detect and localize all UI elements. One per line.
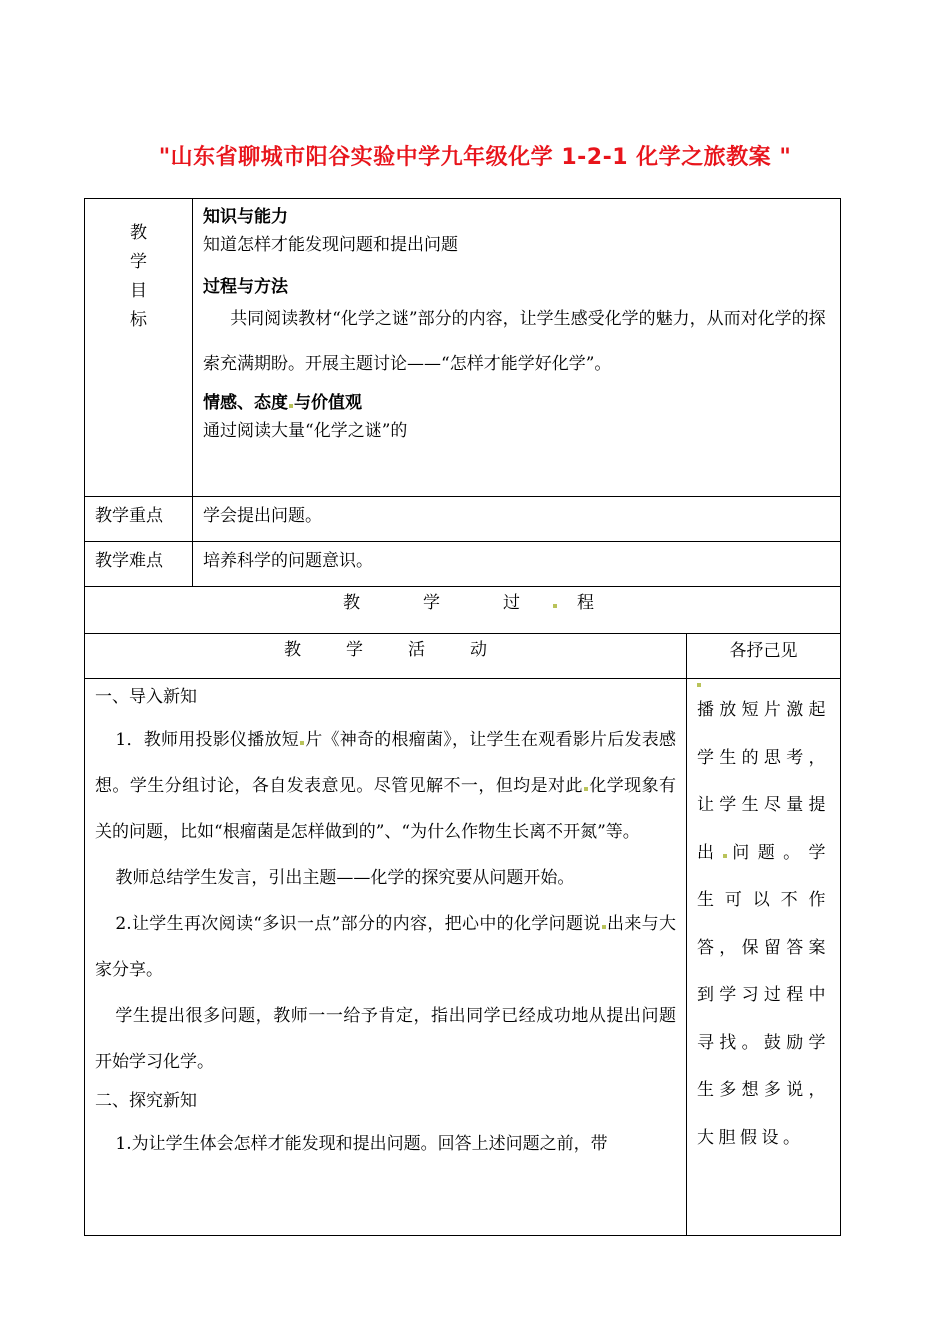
marker-dot: [602, 925, 606, 929]
knowledge-heading: 知识与能力: [203, 207, 288, 227]
emotion-text: 通过阅读大量“化学之谜”的: [203, 421, 408, 441]
activity-paragraph: 1.为让学生体会怎样才能发现和提出问题。回答上述问题之前，带: [115, 1134, 608, 1154]
marker-dot: [584, 787, 588, 791]
activity-content: [85, 679, 687, 1236]
process-method-heading: 过程与方法: [203, 277, 288, 297]
emotion-heading-part: 情感、态度: [203, 393, 288, 413]
process-heading: [85, 587, 841, 634]
activity-paragraph: 教师总结学生发言，引出主题——化学的探究要从问题开始。: [115, 868, 575, 888]
marker-dot: [723, 854, 727, 858]
activity-paragraph: 学生提出很多问题，教师一一给予肯定，指出同学已经成功地从提出问题开始学习化学。: [95, 1006, 676, 1072]
goals-label-char: 标: [130, 310, 147, 330]
activity-heading-char: 动: [470, 640, 487, 660]
activity-heading: [85, 634, 687, 679]
marker-dot: [300, 741, 304, 745]
difficulty-row: [85, 542, 841, 587]
key-point-value: 学会提出问题。: [193, 497, 841, 542]
emotion-heading: [203, 389, 832, 417]
activity-heading-char: 活: [408, 640, 425, 660]
note-text: 播放短片激起学生的思考，让学生尽量提出: [697, 700, 831, 863]
activity-paragraph: [95, 901, 676, 993]
process-heading-char: 程: [577, 593, 594, 613]
goals-content: [193, 199, 841, 497]
goals-row: [85, 199, 841, 497]
activity-text: 片《神奇的根瘤菌》，让学生在观看影片后发表感想。学生分组讨论，各自发表意见。尽管见解不一，但均是对此: [95, 730, 676, 796]
section-heading-intro: 一、导入新知: [95, 687, 197, 707]
lesson-plan-table: [84, 198, 841, 1236]
activity-heading-row: [85, 634, 841, 679]
emotion-heading-part: 与价值观: [294, 393, 362, 413]
activity-text: 出来与大家分享。: [95, 914, 677, 980]
marker-dot: [289, 404, 293, 408]
goals-label-char: 教: [130, 223, 147, 243]
marker-dot: [553, 604, 557, 608]
key-point-row: [85, 497, 841, 542]
key-point-label: 教学重点: [85, 497, 193, 542]
process-heading-char: 教: [343, 593, 360, 613]
activity-text: 1．教师用投影仪播放短: [115, 730, 299, 750]
process-heading-row: [85, 587, 841, 634]
note-heading: 各抒己见: [687, 634, 841, 679]
activity-text: 2.让学生再次阅读“多识一点”部分的内容，把心中的化学问题说: [115, 914, 601, 934]
process-method-text: 共同阅读教材“化学之谜”部分的内容，让学生感受化学的魅力，从而对化学的探索充满期盼。开展主题讨论——“怎样才能学好化学”。: [203, 309, 826, 374]
difficulty-value: 培养科学的问题意识。: [193, 542, 841, 587]
activity-heading-char: 学: [346, 640, 363, 660]
difficulty-label: 教学难点: [85, 542, 193, 587]
marker-dot: [697, 683, 701, 687]
goals-label-char: 目: [130, 281, 147, 301]
activity-row: [85, 679, 841, 1236]
process-heading-char: 过: [503, 593, 520, 613]
document-title: "山东省聊城市阳谷实验中学九年级化学 1-2-1 化学之旅教案 ": [158, 145, 792, 170]
note-text: 问题。学生可以不作答，保留答案到学习过程中寻找。鼓励学生多想多说，大胆假设。: [697, 842, 831, 1148]
activity-paragraph: [95, 717, 676, 855]
activity-heading-char: 教: [284, 640, 301, 660]
note-content: [687, 679, 841, 1236]
section-heading-explore: 二、探究新知: [95, 1091, 197, 1111]
knowledge-text: 知道怎样才能发现问题和提出问题: [203, 235, 458, 255]
goals-label-char: 学: [130, 252, 147, 272]
goals-label: [85, 199, 193, 497]
process-heading-char: 学: [423, 593, 440, 613]
activity-text: 化学现象有关的问题，比如“根瘤菌是怎样做到的”、“为什么作物生长离不开氮”等。: [95, 776, 677, 842]
